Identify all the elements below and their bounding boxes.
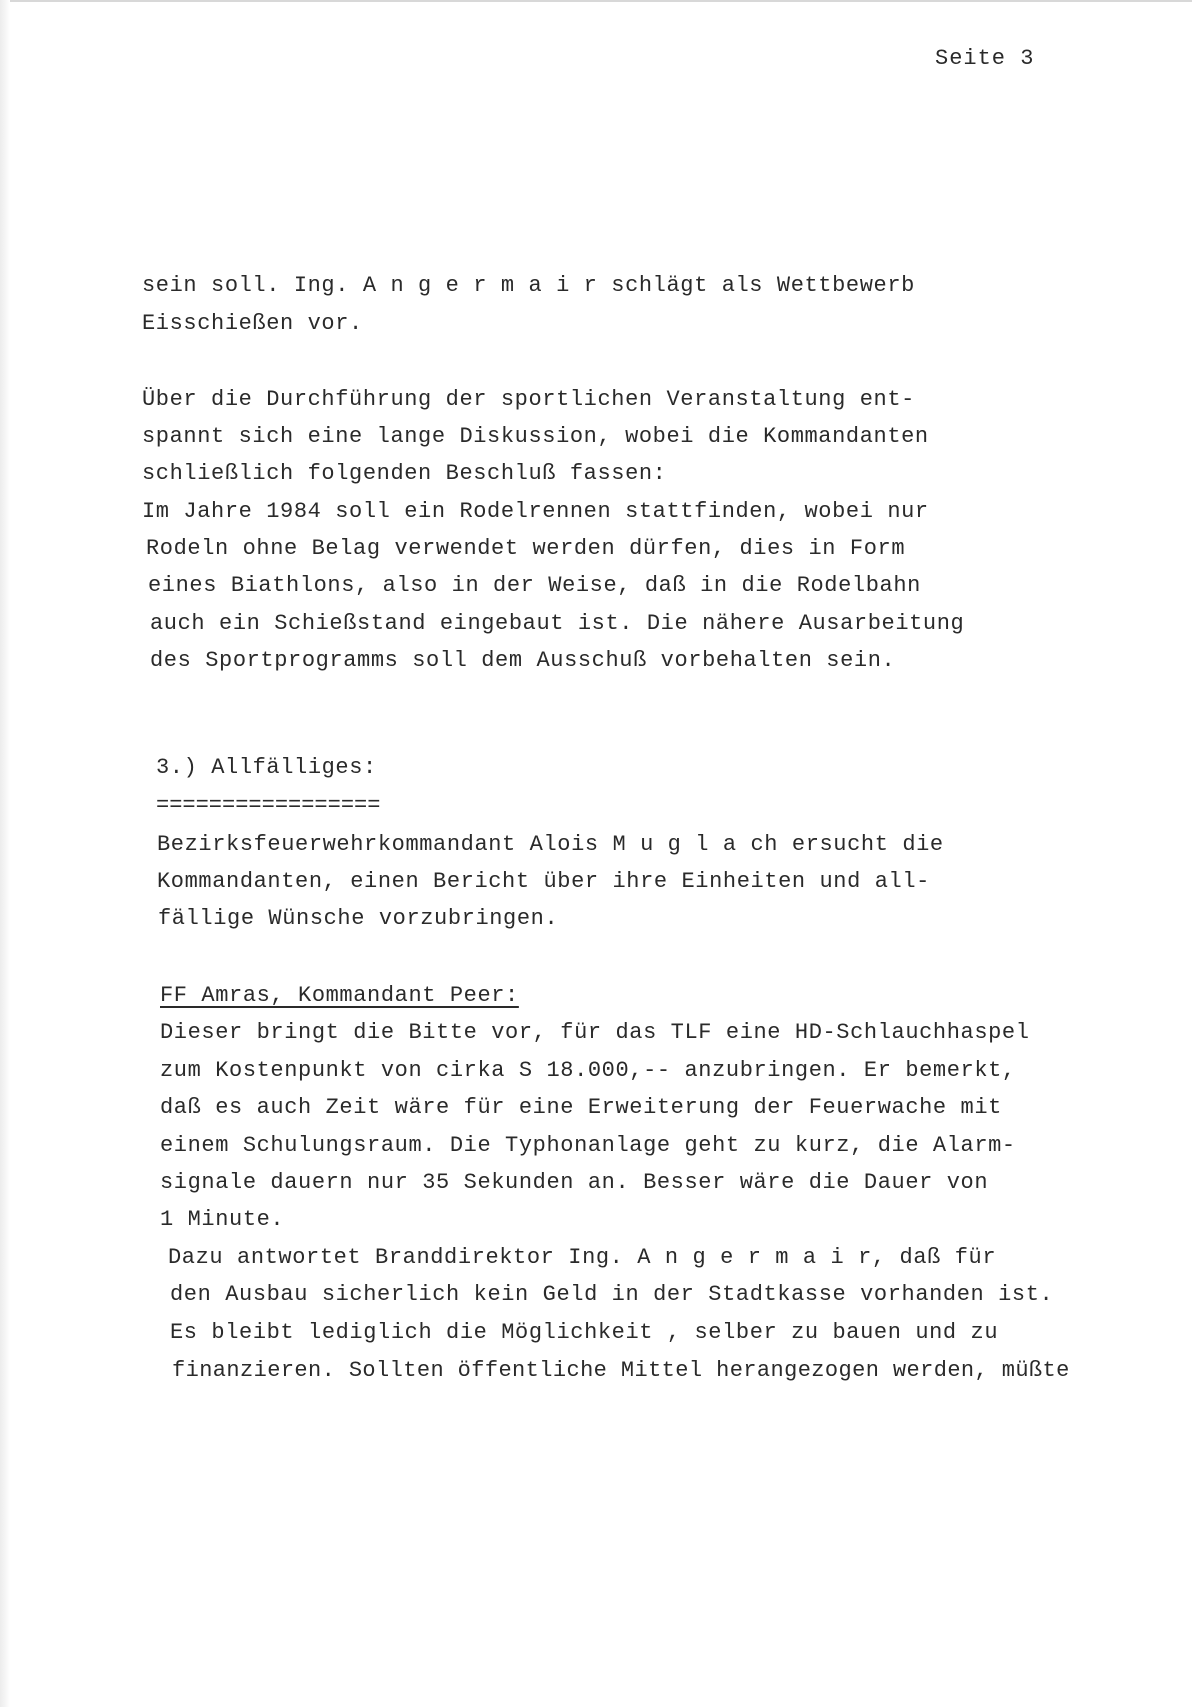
text-line: Im Jahre 1984 soll ein Rodelrennen stattfinden, wobei nur xyxy=(142,499,929,524)
text-line: Über die Durchführung der sportlichen Veranstaltung ent- xyxy=(142,387,915,412)
text-line: 1 Minute. xyxy=(160,1207,285,1232)
text-line: Rodeln ohne Belag verwendet werden dürfen, dies in Form xyxy=(146,536,906,561)
text-line: spannt sich eine lange Diskussion, wobei die Kommandanten xyxy=(142,424,929,449)
text-line: Bezirksfeuerwehrkommandant Alois M u g l a ch ersucht die xyxy=(157,832,944,857)
text-line: signale dauern nur 35 Sekunden an. Besser wäre die Dauer von xyxy=(160,1170,989,1195)
text-line: einem Schulungsraum. Die Typhonanlage geht zu kurz, die Alarm- xyxy=(160,1133,1016,1158)
text-line: zum Kostenpunkt von cirka S 18.000,-- anzubringen. Er bemerkt, xyxy=(160,1058,1016,1083)
text-line: auch ein Schießstand eingebaut ist. Die nähere Ausarbeitung xyxy=(150,611,965,636)
page-left-edge xyxy=(0,0,10,1707)
section-heading-rule: ================= xyxy=(156,793,381,818)
text-line: Eisschießen vor. xyxy=(142,311,363,336)
text-line: finanzieren. Sollten öffentliche Mittel herangezogen werden, müßte xyxy=(172,1358,1070,1383)
text-line: Dazu antwortet Branddirektor Ing. A n g e r m a i r, daß für xyxy=(168,1245,997,1270)
text-line: fällige Wünsche vorzubringen. xyxy=(158,906,559,931)
text-line: den Ausbau sicherlich kein Geld in der Stadtkasse vorhanden ist. xyxy=(170,1282,1054,1307)
text-line: Kommandanten, einen Bericht über ihre Einheiten und all- xyxy=(157,869,930,894)
text-line: sein soll. Ing. A n g e r m a i r schlägt als Wettbewerb xyxy=(142,273,915,298)
text-line: Dieser bringt die Bitte vor, für das TLF eine HD-Schlauchhaspel xyxy=(160,1020,1030,1045)
text-line: daß es auch Zeit wäre für eine Erweiterung der Feuerwache mit xyxy=(160,1095,1002,1120)
page-top-edge xyxy=(0,0,1192,2)
subheading-ff-amras: FF Amras, Kommandant Peer: xyxy=(160,983,519,1008)
text-line: schließlich folgenden Beschluß fassen: xyxy=(142,461,667,486)
page-number: Seite 3 xyxy=(935,46,1035,71)
text-line: eines Biathlons, also in der Weise, daß in die Rodelbahn xyxy=(148,573,921,598)
section-heading: 3.) Allfälliges: xyxy=(156,755,377,780)
text-line: Es bleibt lediglich die Möglichkeit , selber zu bauen und zu xyxy=(170,1320,999,1345)
text-line: des Sportprogramms soll dem Ausschuß vorbehalten sein. xyxy=(150,648,896,673)
